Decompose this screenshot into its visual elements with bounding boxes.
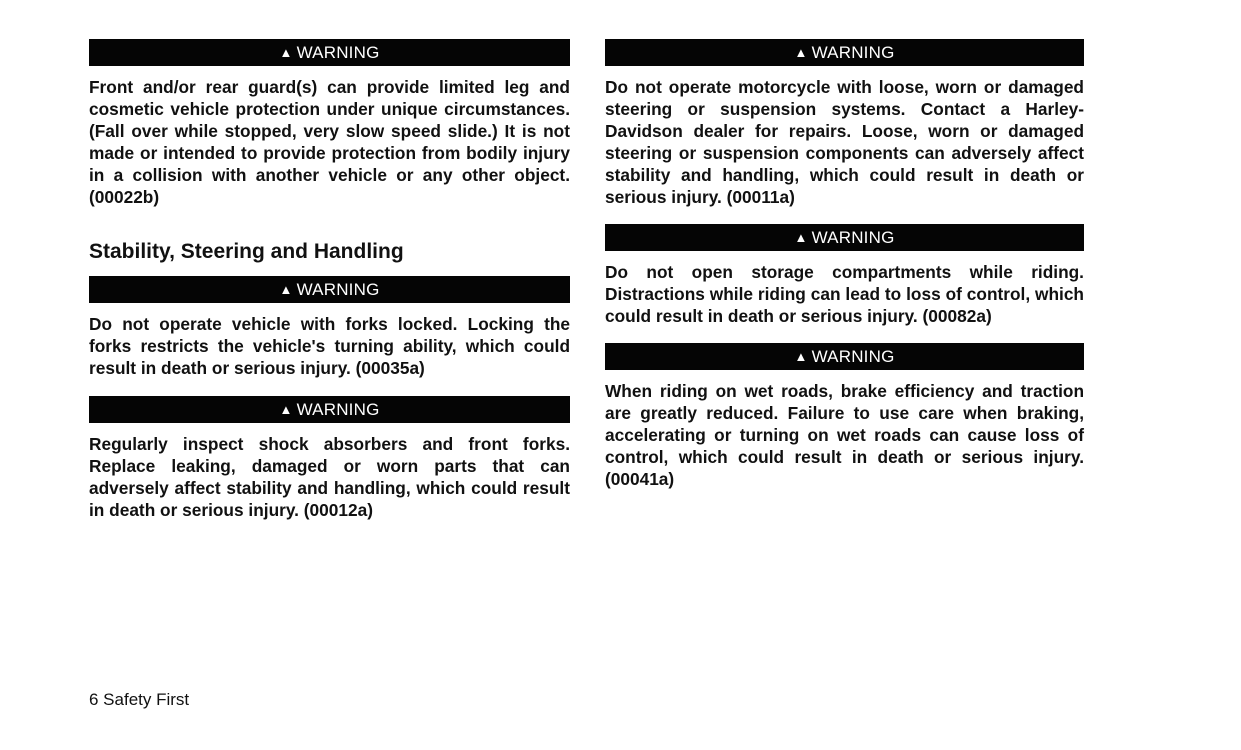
warning-text: Regularly inspect shock absorbers and front forks. Replace leaking, damaged or worn parts that can adversely affect stability and handling, which could result in death or serious injury. (00012a) <box>89 434 570 520</box>
left-column <box>89 39 570 538</box>
warning-triangle-icon: ▲ <box>794 230 808 245</box>
warning-banner <box>605 343 1084 370</box>
warning-triangle-icon: ▲ <box>279 282 293 297</box>
warning-text: Do not open storage compartments while riding. Distractions while riding can lead to loss of control, which could result in death or serious injury. (00082a) <box>605 262 1084 326</box>
warning-banner <box>89 276 570 303</box>
warning-label: WARNING <box>296 400 380 419</box>
warning-label: WARNING <box>811 228 895 247</box>
warning-block-forks-locked <box>89 276 570 379</box>
warning-text: When riding on wet roads, brake efficiency and traction are greatly reduced. Failure to use care when braking, accelerating or turning on wet roads can cause loss of control, which could result in death or serious injury. (00041a) <box>605 381 1084 489</box>
warning-banner <box>605 39 1084 66</box>
warning-triangle-icon: ▲ <box>794 349 808 364</box>
warning-banner <box>89 39 570 66</box>
warning-label: WARNING <box>296 43 380 62</box>
warning-block-steering-suspension <box>605 39 1084 208</box>
right-column <box>605 39 1084 506</box>
warning-banner <box>605 224 1084 251</box>
warning-triangle-icon: ▲ <box>279 402 293 417</box>
warning-label: WARNING <box>296 280 380 299</box>
warning-triangle-icon: ▲ <box>794 45 808 60</box>
warning-label: WARNING <box>811 43 895 62</box>
warning-text: Do not operate vehicle with forks locked. Locking the forks restricts the vehicle's turning ability, which could result in death or serious injury. (00035a) <box>89 314 570 378</box>
warning-triangle-icon: ▲ <box>279 45 293 60</box>
warning-block-storage-compartments <box>605 224 1084 327</box>
warning-label: WARNING <box>811 347 895 366</box>
warning-block-wet-roads <box>605 343 1084 490</box>
warning-text: Do not operate motorcycle with loose, worn or damaged steering or suspension systems. Contact a Harley-Davidson dealer for repairs. Loose, worn or damaged steering or suspension components can adversely affect stability and handling, which could result in death or serious injury. (00011a) <box>605 77 1084 207</box>
warning-block-shock-absorbers <box>89 396 570 521</box>
warning-block-guards <box>89 39 570 208</box>
page-footer: 6 Safety First <box>89 690 190 709</box>
section-heading: Stability, Steering and Handling <box>89 240 404 263</box>
warning-text: Front and/or rear guard(s) can provide limited leg and cosmetic vehicle protection under unique circumstances. (Fall over while stopped, very slow speed slide.) It is not made or intended to provide protection from bodily injury in a collision with another vehicle or any other object. (00022b) <box>89 77 570 207</box>
warning-banner <box>89 396 570 423</box>
